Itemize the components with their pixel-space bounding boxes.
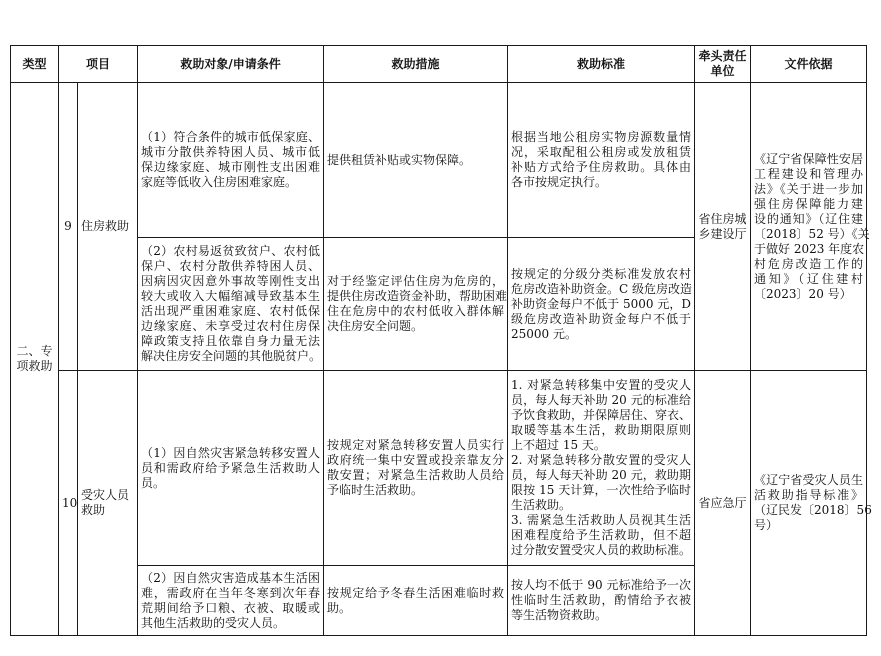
standard-line: 3. 需紧急生活救助人员视其生活 — [511, 513, 692, 527]
header-item: 项目 — [59, 46, 138, 83]
basis-line: 〔2018〕52 号）《关 — [754, 226, 870, 241]
item-number: 10 — [59, 371, 78, 636]
condition-line: （2）因自然灾害造成基本生活困 — [141, 570, 321, 585]
lead-unit-cell — [695, 371, 751, 636]
lead-unit-line: 省应急厅 — [698, 495, 747, 510]
condition-line: （1）符合条件的城市低保家庭、 — [141, 130, 321, 144]
item-number: 9 — [59, 83, 78, 371]
measure-cell — [324, 566, 508, 636]
condition-line: 较大或收入大幅缩减导致基本生 — [141, 289, 321, 303]
basis-line: 《辽宁省受灾人员生 — [754, 473, 864, 487]
measure-line: 予临时生活救助。 — [327, 483, 424, 497]
item-name-line: 救助 — [81, 503, 106, 517]
standard-line: 按规定的分级分类标准发放农村 — [511, 266, 692, 281]
header-row — [11, 46, 867, 83]
measure-cell — [324, 371, 508, 566]
standard-line: 按人均不低于 90 元标准给予一次 — [511, 578, 692, 592]
measure-line: 政府统一集中安置或投亲靠友分 — [327, 453, 505, 467]
basis-line: 活救助指导标准》 — [754, 488, 864, 502]
header-lead-unit — [695, 46, 751, 83]
condition-line: 保户、农村分散供养特困人员、 — [141, 259, 321, 273]
condition-line: 员。 — [141, 475, 166, 490]
standard-line: 过分散安置受灾人员的救助标准。 — [511, 543, 692, 557]
header-measure: 救助措施 — [324, 46, 508, 83]
standard-line: 根据当地公租房实物房源数量情 — [511, 130, 692, 144]
condition-cell — [138, 238, 324, 371]
measure-line: 按规定对紧急转移安置人员实行 — [327, 438, 505, 452]
measure-cell — [324, 83, 508, 238]
standard-cell — [508, 566, 695, 636]
measure-line: 对于经鉴定评估住房为危房的， — [327, 274, 505, 288]
measure-line: 决住房安全问题。 — [327, 319, 424, 333]
condition-line: （1）因自然灾害紧急转移安置人 — [141, 445, 321, 460]
category-line: 二、专 — [16, 344, 53, 358]
condition-line: 解决住房安全问题的其他脱贫户。 — [141, 349, 322, 363]
standard-line: 补贴方式给予住房救助。具体由 — [511, 160, 692, 174]
basis-line: 《辽宁省保障性安居 — [754, 151, 864, 166]
standard-cell — [508, 238, 695, 371]
condition-line: 家庭等低收入住房困难家庭。 — [141, 175, 298, 189]
standard-line: 25000 元。 — [511, 326, 578, 341]
item-name-line: 住房救助 — [81, 219, 130, 233]
standard-line: 限按 15 天计算，一次性给予临时 — [511, 483, 692, 497]
condition-line: （2）农村易返贫致贫户、农村低 — [141, 244, 321, 258]
standard-cell — [508, 371, 695, 566]
header-basis: 文件依据 — [751, 46, 867, 83]
header-condition: 救助对象/申请条件 — [138, 46, 324, 83]
condition-line: 因病因灾因意外事故等刚性支出 — [141, 274, 321, 288]
standard-line: 况，采取配租公租房或发放租赁 — [511, 145, 692, 159]
basis-line: 于做好 2023 年度农 — [754, 241, 865, 256]
measure-line: 提供租赁补贴或实物保障。 — [327, 152, 472, 167]
condition-line: 城市分散供养特困人员、城市低 — [141, 145, 321, 159]
lead-unit-line: 省住房城 — [698, 211, 747, 226]
measure-line: 提供住房改造资金补助，帮助困难 — [327, 289, 508, 303]
basis-line: 设的通知》（辽住建 — [754, 211, 864, 226]
header-standard: 救助标准 — [508, 46, 695, 83]
standard-line: 员，每人每天补助 20 元，救助期 — [511, 468, 692, 482]
standard-line: 级危房改造补助资金每户不低于 — [511, 311, 692, 326]
condition-line: 边缘家庭、未享受过农村住房保 — [141, 319, 321, 333]
basis-line: 号） — [754, 518, 779, 532]
header-lead-unit-line: 牵头责任 — [698, 49, 747, 63]
standard-line: 性临时生活救助，酌情给予衣被 — [511, 593, 692, 607]
condition-line: 活出现严重困难家庭、农村低保 — [141, 304, 321, 318]
basis-cell — [751, 83, 870, 371]
standard-line: 等生活物资救助。 — [511, 608, 608, 622]
basis-line: 工程建设和管理办 — [754, 166, 864, 181]
measure-line: 住在危房中的农村低收入群体解 — [327, 304, 505, 318]
basis-line: 法》《关于进一步加 — [754, 181, 864, 196]
measure-line: 助。 — [327, 600, 352, 615]
standard-line: 生活救助。 — [511, 498, 572, 512]
lead-unit-line: 乡建设厅 — [698, 226, 747, 241]
standard-line: 上不超过 15 天。 — [511, 438, 606, 452]
category-line: 项救助 — [16, 359, 53, 373]
item-name-cell — [78, 371, 138, 636]
condition-cell — [138, 566, 324, 636]
standard-cell — [508, 83, 695, 238]
condition-line: 障政策支持且依靠自身力量无法 — [141, 334, 321, 348]
measure-line: 按规定给予冬春生活困难临时救 — [327, 585, 505, 600]
condition-line: 荒期间给予口粮、衣被、取暖或 — [141, 600, 321, 615]
measure-cell — [324, 238, 508, 371]
basis-line: 强住房保障能力建 — [754, 196, 864, 211]
standard-line: 取暖等基本生活，救助期限原则 — [511, 423, 692, 437]
standard-line: 予饮食救助，并保障居住、穿衣、 — [511, 408, 692, 422]
header-type: 类型 — [11, 46, 59, 83]
standard-line: 危房改造补助资金。C 级危房改造 — [511, 281, 693, 296]
basis-line: 村危房改造工作的 — [754, 256, 864, 271]
basis-cell — [751, 371, 872, 636]
basis-line: （辽民发〔2018〕56 — [754, 503, 872, 517]
condition-line: 员和需政府给予紧急生活救助人 — [141, 460, 321, 475]
condition-line: 保边缘家庭、城市刚性支出困难 — [141, 160, 321, 174]
basis-line: 〔2023〕20 号） — [754, 286, 852, 301]
standard-line: 困难程度给予生活救助，但不超 — [511, 528, 692, 542]
basis-line: 通知》（辽住建村 — [754, 271, 864, 286]
table-row — [11, 83, 867, 238]
standard-line: 各市按规定执行。 — [511, 175, 608, 189]
standard-line: 补助资金每户不低于 5000 元，D — [511, 296, 692, 311]
standard-line: 1. 对紧急转移集中安置的受灾人 — [511, 378, 692, 392]
assistance-table — [10, 45, 872, 636]
measure-line: 散安置；对紧急生活救助人员给 — [327, 468, 505, 482]
item-name-line: 受灾人员 — [81, 488, 130, 502]
condition-line: 难，需政府在当年冬寒到次年春 — [141, 585, 321, 600]
lead-unit-cell — [695, 83, 751, 371]
condition-cell — [138, 83, 324, 238]
table-row — [11, 371, 867, 566]
category-cell — [11, 83, 59, 636]
condition-line: 其他生活救助的受灾人员。 — [141, 615, 286, 630]
header-lead-unit-line: 单位 — [710, 64, 735, 78]
standard-line: 员，每人每天补助 20 元的标准给 — [511, 393, 692, 407]
item-name-cell — [78, 83, 138, 371]
condition-cell — [138, 371, 324, 566]
standard-line: 2. 对紧急转移分散安置的受灾人 — [511, 453, 692, 467]
